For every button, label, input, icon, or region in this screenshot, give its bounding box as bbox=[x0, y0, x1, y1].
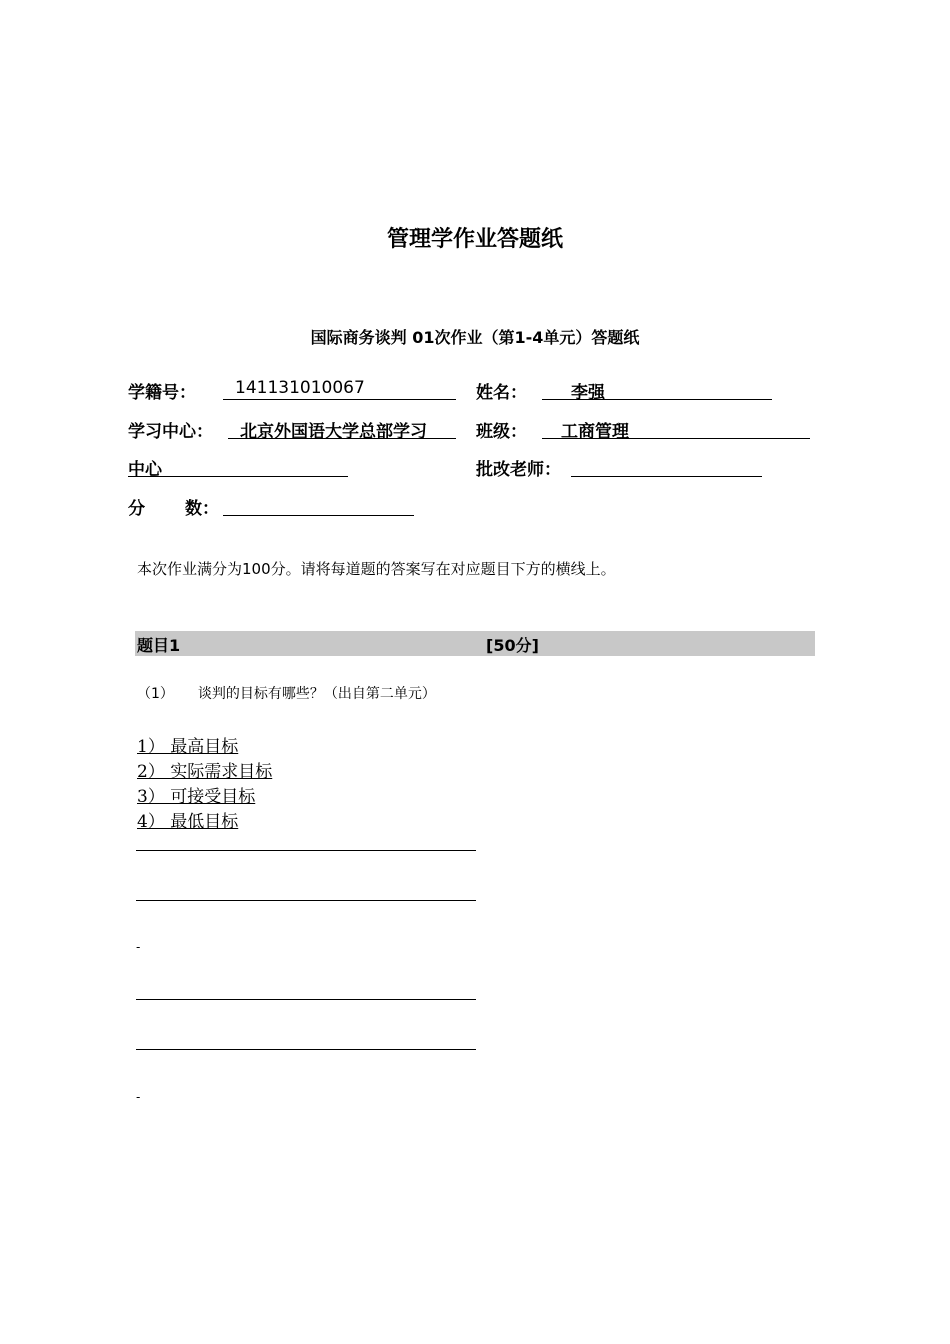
answer-line[interactable] bbox=[137, 782, 255, 807]
student-id-field[interactable] bbox=[223, 378, 456, 400]
class-value: 工商管理 bbox=[561, 422, 629, 442]
teacher-field[interactable] bbox=[571, 455, 762, 477]
student-id-value: 141131010067 bbox=[235, 378, 365, 398]
center-field-line2[interactable] bbox=[128, 455, 348, 480]
score-field[interactable] bbox=[223, 494, 414, 516]
center-value-line2: 中心 bbox=[128, 460, 162, 480]
answer-text: 4） 最低目标 bbox=[137, 812, 239, 832]
document-title: 管理学作业答题纸 bbox=[386, 227, 563, 252]
name-label: 姓名： bbox=[476, 383, 527, 403]
dash-mark: - bbox=[136, 1090, 141, 1104]
class-field[interactable] bbox=[542, 417, 810, 442]
blank-answer-rule[interactable] bbox=[136, 900, 476, 901]
score-label-part2: 数： bbox=[185, 499, 219, 519]
question-text: 谈判的目标有哪些？（出自第二单元） bbox=[197, 686, 436, 702]
answer-line[interactable] bbox=[137, 807, 238, 832]
blank-answer-rule[interactable] bbox=[136, 999, 476, 1000]
answer-text: 2） 实际需求目标 bbox=[137, 762, 273, 782]
dash-mark: - bbox=[136, 940, 141, 954]
answer-line[interactable] bbox=[137, 732, 238, 757]
instructions-text: 本次作业满分为100分。请将每道题的答案写在对应题目下方的横线上。 bbox=[137, 560, 616, 578]
class-label: 班级： bbox=[476, 422, 527, 442]
center-label: 学习中心： bbox=[128, 422, 213, 442]
document-subtitle: 国际商务谈判 01次作业（第1-4单元）答题纸 bbox=[310, 328, 640, 347]
blank-answer-rule[interactable] bbox=[136, 850, 476, 851]
answer-text: 3） 可接受目标 bbox=[137, 787, 256, 807]
question-score: [50分] bbox=[486, 636, 539, 655]
center-field-line1[interactable] bbox=[228, 417, 456, 442]
blank-answer-rule[interactable] bbox=[136, 1049, 476, 1050]
name-field[interactable] bbox=[542, 378, 772, 403]
answer-text: 1） 最高目标 bbox=[137, 737, 239, 757]
score-label-part1: 分 bbox=[128, 499, 145, 519]
answer-line[interactable] bbox=[137, 757, 272, 782]
teacher-label: 批改老师： bbox=[476, 460, 561, 480]
question-header-bar bbox=[135, 631, 815, 656]
student-id-label: 学籍号： bbox=[128, 383, 196, 403]
question-number: （1） bbox=[137, 686, 174, 702]
question-header-label: 题目1 bbox=[137, 636, 181, 655]
question-prompt bbox=[137, 683, 436, 703]
name-value: 李强 bbox=[571, 383, 605, 403]
center-value-line1: 北京外国语大学总部学习 bbox=[240, 422, 427, 442]
